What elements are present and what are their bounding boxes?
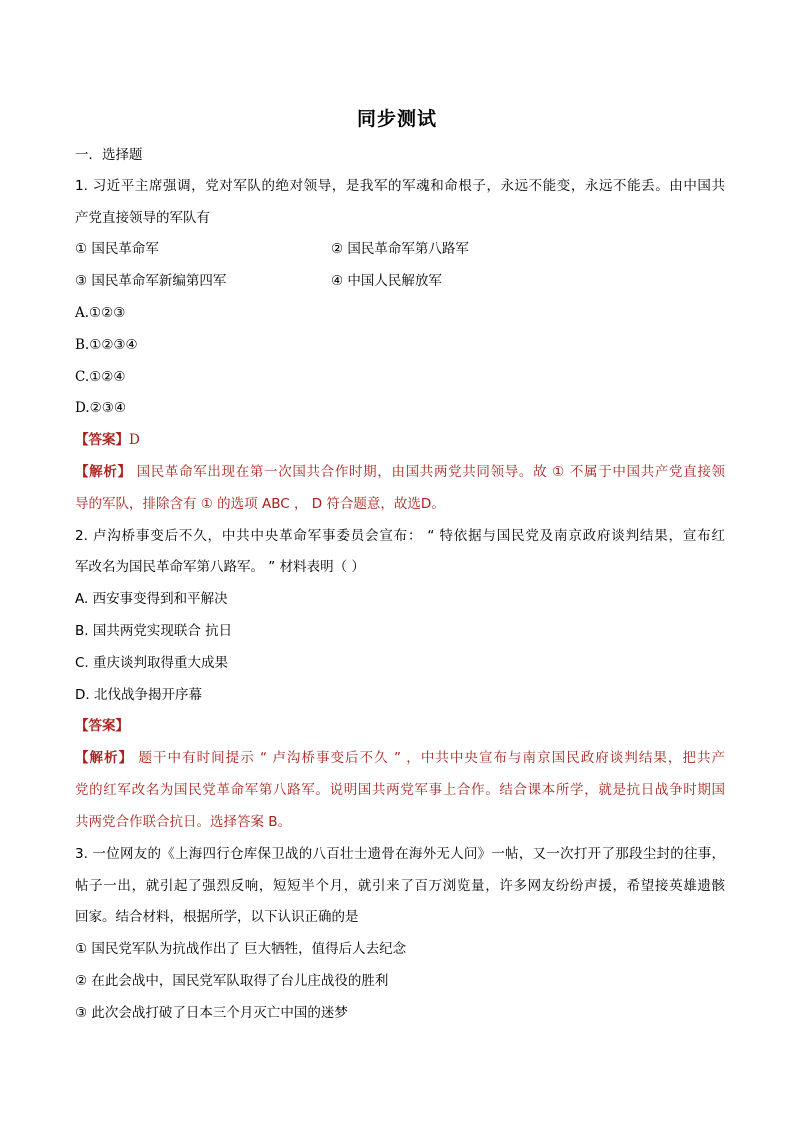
q1-answer-value: D [129, 432, 140, 448]
q1-analysis-line1 [75, 463, 725, 481]
q3-stem-line2: 帖子一出，就引起了强烈反响，短短半个月，就引来了百万浏览量，许多网友纷纷声援，希望接英雄遗骸 [75, 878, 725, 894]
q2-analysis-text1: 题干中有时间提示 “ 卢沟桥事变后不久 ” ，中共中央宣布与南京国民政府谈判结果，把共产 [133, 750, 725, 766]
q2-option-c: C. 重庆谈判取得重大成果 [75, 655, 229, 671]
q3-item-3: ③ 此次会战打破了日本三个月灭亡中国的迷梦 [75, 1005, 348, 1021]
q2-analysis-tag: 【解析】 [75, 750, 134, 766]
q1-item-2: ② 国民革命军第八路军 [331, 241, 469, 257]
q2-stem-line2: 军改名为国民革命军第八路军。 ” 材料表明（ ） [75, 559, 365, 575]
q2-answer-tag: 【答案】 [75, 718, 129, 734]
q1-answer-tag: 【答案】 [75, 432, 129, 448]
q1-item-1: ① 国民革命军 [75, 241, 159, 257]
page-title: 同步测试 [356, 108, 437, 130]
section-heading: 一．选择题 [75, 147, 143, 163]
q1-stem-line1: 1. 习近平主席强调，党对军队的绝对领导，是我军的军魂和命根子，永远不能变，永远不能丢。由中国共 [75, 178, 725, 194]
q2-analysis-line2: 党的红军改名为国民党革命军第八路军。说明国共两党军事上合作。结合课本所学，就是抗日战争时期国 [75, 782, 725, 798]
q2-analysis-line1 [75, 749, 725, 767]
q1-stem-line2: 产党直接领导的军队有 [75, 210, 210, 226]
q1-analysis-line2: 导的军队，排除含有 ① 的选项 ABC ， D 符合题意，故选D。 [75, 496, 445, 512]
q2-analysis-line3: 共两党合作联合抗日。选择答案 B。 [75, 814, 292, 830]
q1-analysis-text1: 国民革命军出现在第一次国共合作时期，由国共两党共同领导。故 ① 不属于中国共产党直接领 [131, 464, 725, 480]
q2-stem-line1: 2. 卢沟桥事变后不久，中共中央革命军事委员会宣布： “ 特依据与国民党及南京政府谈判结果，宣布红 [75, 528, 725, 544]
q1-option-d: D.②③④ [75, 400, 126, 416]
q1-option-a: A.①②③ [75, 305, 126, 321]
q2-option-b: B. 国共两党实现联合 抗日 [75, 623, 233, 639]
q3-stem-line1: 3. 一位网友的《上海四行仓库保卫战的八百壮士遗骨在海外无人问》一帖，又一次打开了那段尘封的往事， [75, 846, 725, 862]
q1-option-c: C.①②④ [75, 369, 126, 385]
q3-stem-line3: 回家。结合材料，根据所学，以下认识正确的是 [75, 909, 359, 925]
q3-item-1: ① 国民党军队为抗战作出了 巨大牺牲，值得后人去纪念 [75, 941, 407, 957]
q1-item-4: ④ 中国人民解放军 [331, 273, 442, 289]
q2-option-a: A. 西安事变得到和平解决 [75, 591, 228, 607]
q1-answer [75, 431, 725, 449]
q1-option-b: B.①②③④ [75, 337, 138, 353]
q3-item-2: ② 在此会战中，国民党军队取得了台儿庄战役的胜利 [75, 973, 389, 989]
q1-analysis-tag: 【解析】 [75, 464, 132, 480]
q2-option-d: D. 北伐战争揭开序幕 [75, 687, 202, 703]
q1-item-3: ③ 国民革命军新编第四军 [75, 273, 227, 289]
